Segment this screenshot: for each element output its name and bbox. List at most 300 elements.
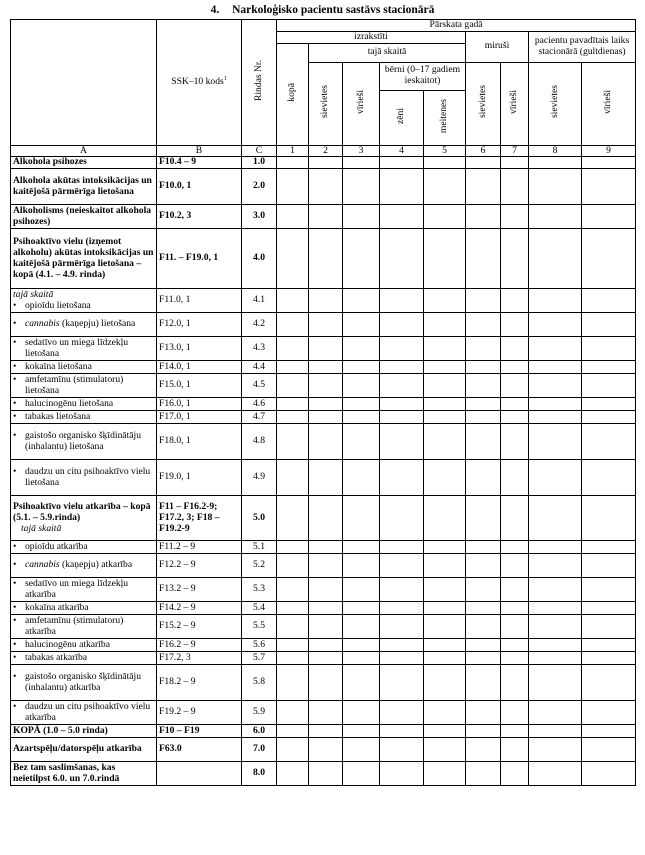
value-cell-col-5[interactable]: [424, 554, 466, 578]
value-cell-col-6[interactable]: [466, 169, 501, 205]
value-cell-col-2[interactable]: [309, 313, 343, 337]
value-cell-col-5[interactable]: [424, 229, 466, 289]
value-cell-col-2[interactable]: [309, 411, 343, 424]
value-cell-col-9[interactable]: [582, 337, 636, 361]
value-cell-col-4[interactable]: [380, 361, 424, 374]
value-cell-col-5[interactable]: [424, 496, 466, 541]
value-cell-col-2[interactable]: [309, 639, 343, 652]
value-cell-col-5[interactable]: [424, 313, 466, 337]
value-cell-col-7[interactable]: [501, 313, 529, 337]
value-cell-col-4[interactable]: [380, 615, 424, 639]
value-cell-col-2[interactable]: [309, 398, 343, 411]
value-cell-col-5[interactable]: [424, 578, 466, 602]
value-cell-col-4[interactable]: [380, 374, 424, 398]
value-cell-col-9[interactable]: [582, 541, 636, 554]
row-name: [11, 313, 157, 337]
bullet-icon: •: [13, 374, 17, 386]
row-name: [11, 460, 157, 496]
value-cell-col-3[interactable]: [343, 762, 380, 786]
value-cell-col-1[interactable]: [277, 411, 309, 424]
row-ssk-code: F11. – F19.0, 1: [157, 229, 242, 289]
row-ssk-code: F14.0, 1: [157, 361, 242, 374]
value-cell-col-6[interactable]: [466, 665, 501, 701]
value-cell-col-8[interactable]: [529, 652, 582, 665]
value-cell-col-9[interactable]: [582, 496, 636, 541]
value-cell-col-7[interactable]: [501, 578, 529, 602]
value-cell-col-2[interactable]: [309, 460, 343, 496]
header-deceased-women: sievietes: [466, 62, 501, 145]
value-cell-col-2[interactable]: [309, 374, 343, 398]
value-cell-col-3[interactable]: [343, 157, 380, 169]
value-cell-col-9[interactable]: [582, 762, 636, 786]
value-cell-col-8[interactable]: [529, 554, 582, 578]
value-cell-col-9[interactable]: [582, 374, 636, 398]
value-cell-col-9[interactable]: [582, 652, 636, 665]
value-cell-col-9[interactable]: [582, 639, 636, 652]
value-cell-col-4[interactable]: [380, 541, 424, 554]
value-cell-col-7[interactable]: [501, 398, 529, 411]
value-cell-col-9[interactable]: [582, 424, 636, 460]
value-cell-col-1[interactable]: [277, 725, 309, 738]
value-cell-col-8[interactable]: [529, 157, 582, 169]
value-cell-col-1[interactable]: [277, 602, 309, 615]
value-cell-col-9[interactable]: [582, 229, 636, 289]
value-cell-col-4[interactable]: [380, 639, 424, 652]
value-cell-col-9[interactable]: [582, 725, 636, 738]
value-cell-col-4[interactable]: [380, 738, 424, 762]
value-cell-col-4[interactable]: [380, 229, 424, 289]
value-cell-col-9[interactable]: [582, 615, 636, 639]
value-cell-col-3[interactable]: [343, 738, 380, 762]
row-number: 5.6: [242, 639, 277, 652]
value-cell-col-6[interactable]: [466, 313, 501, 337]
value-cell-col-1[interactable]: [277, 398, 309, 411]
value-cell-col-6[interactable]: [466, 615, 501, 639]
value-cell-col-7[interactable]: [501, 652, 529, 665]
value-cell-col-6[interactable]: [466, 398, 501, 411]
value-cell-col-2[interactable]: [309, 361, 343, 374]
table-row: [11, 602, 636, 615]
value-cell-col-9[interactable]: [582, 554, 636, 578]
value-cell-col-6[interactable]: [466, 157, 501, 169]
value-cell-col-3[interactable]: [343, 374, 380, 398]
value-cell-col-1[interactable]: [277, 374, 309, 398]
row-name: [11, 157, 157, 169]
value-cell-col-6[interactable]: [466, 374, 501, 398]
value-cell-col-1[interactable]: [277, 313, 309, 337]
value-cell-col-8[interactable]: [529, 725, 582, 738]
row-name: [11, 738, 157, 762]
row-ssk-code: F11.2 – 9: [157, 541, 242, 554]
value-cell-col-7[interactable]: [501, 639, 529, 652]
value-cell-col-2[interactable]: [309, 554, 343, 578]
value-cell-col-2[interactable]: [309, 205, 343, 229]
value-cell-col-1[interactable]: [277, 652, 309, 665]
bullet-icon: •: [13, 466, 17, 478]
value-cell-col-3[interactable]: [343, 398, 380, 411]
value-cell-col-5[interactable]: [424, 374, 466, 398]
row-name-text: sedatīvo un miega līdzekļu lietošana: [25, 337, 129, 359]
value-cell-col-3[interactable]: [343, 411, 380, 424]
value-cell-col-7[interactable]: [501, 541, 529, 554]
value-cell-col-5[interactable]: [424, 652, 466, 665]
value-cell-col-6[interactable]: [466, 424, 501, 460]
row-ssk-code: F63.0: [157, 738, 242, 762]
value-cell-col-4[interactable]: [380, 398, 424, 411]
value-cell-col-3[interactable]: [343, 337, 380, 361]
value-cell-col-3[interactable]: [343, 313, 380, 337]
value-cell-col-6[interactable]: [466, 725, 501, 738]
bullet-icon: •: [13, 299, 17, 311]
value-cell-col-8[interactable]: [529, 205, 582, 229]
value-cell-col-7[interactable]: [501, 762, 529, 786]
value-cell-col-5[interactable]: [424, 289, 466, 313]
value-cell-col-7[interactable]: [501, 701, 529, 725]
value-cell-col-9[interactable]: [582, 313, 636, 337]
value-cell-col-4[interactable]: [380, 289, 424, 313]
value-cell-col-4[interactable]: [380, 652, 424, 665]
value-cell-col-1[interactable]: [277, 289, 309, 313]
column-letter: 2: [309, 145, 343, 157]
value-cell-col-4[interactable]: [380, 762, 424, 786]
value-cell-col-9[interactable]: [582, 157, 636, 169]
value-cell-col-4[interactable]: [380, 578, 424, 602]
header-bed-days-women: sievietes: [529, 62, 582, 145]
value-cell-col-1[interactable]: [277, 337, 309, 361]
value-cell-col-5[interactable]: [424, 205, 466, 229]
value-cell-col-8[interactable]: [529, 361, 582, 374]
value-cell-col-1[interactable]: [277, 460, 309, 496]
value-cell-col-5[interactable]: [424, 460, 466, 496]
row-name: [11, 424, 157, 460]
value-cell-col-4[interactable]: [380, 496, 424, 541]
value-cell-col-4[interactable]: [380, 554, 424, 578]
value-cell-col-7[interactable]: [501, 725, 529, 738]
value-cell-col-3[interactable]: [343, 205, 380, 229]
column-letter: 1: [277, 145, 309, 157]
row-name: [11, 701, 157, 725]
value-cell-col-8[interactable]: [529, 602, 582, 615]
value-cell-col-8[interactable]: [529, 398, 582, 411]
subheading-including: tajā skaitā: [21, 522, 62, 534]
value-cell-col-5[interactable]: [424, 762, 466, 786]
value-cell-col-3[interactable]: [343, 725, 380, 738]
value-cell-col-2[interactable]: [309, 602, 343, 615]
value-cell-col-2[interactable]: [309, 541, 343, 554]
value-cell-col-2[interactable]: [309, 169, 343, 205]
value-cell-col-9[interactable]: [582, 701, 636, 725]
row-name-text: daudzu un citu psihoaktīvo vielu atkarība: [25, 701, 151, 723]
value-cell-col-3[interactable]: [343, 602, 380, 615]
value-cell-col-8[interactable]: [529, 665, 582, 701]
value-cell-col-3[interactable]: [343, 541, 380, 554]
value-cell-col-5[interactable]: [424, 424, 466, 460]
value-cell-col-9[interactable]: [582, 169, 636, 205]
value-cell-col-2[interactable]: [309, 665, 343, 701]
value-cell-col-5[interactable]: [424, 361, 466, 374]
value-cell-col-6[interactable]: [466, 602, 501, 615]
value-cell-col-7[interactable]: [501, 665, 529, 701]
value-cell-col-9[interactable]: [582, 665, 636, 701]
value-cell-col-9[interactable]: [582, 460, 636, 496]
bullet-icon: •: [13, 360, 17, 372]
value-cell-col-1[interactable]: [277, 578, 309, 602]
value-cell-col-6[interactable]: [466, 762, 501, 786]
bullet-icon: •: [13, 651, 17, 663]
value-cell-col-8[interactable]: [529, 424, 582, 460]
value-cell-col-1[interactable]: [277, 205, 309, 229]
value-cell-col-7[interactable]: [501, 374, 529, 398]
row-name-text: halucinogēnu lietošana: [25, 397, 114, 409]
value-cell-col-8[interactable]: [529, 460, 582, 496]
value-cell-col-4[interactable]: [380, 725, 424, 738]
row-name-text: Psihoaktīvo vielu atkarība – kopā (5.1. – 5.9.rinda): [13, 501, 151, 523]
value-cell-col-3[interactable]: [343, 554, 380, 578]
header-deceased-men: vīrieši: [501, 62, 529, 145]
value-cell-col-1[interactable]: [277, 665, 309, 701]
row-ssk-code: F14.2 – 9: [157, 602, 242, 615]
value-cell-col-8[interactable]: [529, 762, 582, 786]
value-cell-col-2[interactable]: [309, 157, 343, 169]
value-cell-col-2[interactable]: [309, 762, 343, 786]
value-cell-col-2[interactable]: [309, 496, 343, 541]
value-cell-col-7[interactable]: [501, 337, 529, 361]
value-cell-col-5[interactable]: [424, 541, 466, 554]
value-cell-col-6[interactable]: [466, 496, 501, 541]
table-row: [11, 424, 636, 460]
value-cell-col-5[interactable]: [424, 337, 466, 361]
value-cell-col-7[interactable]: [501, 460, 529, 496]
value-cell-col-3[interactable]: [343, 652, 380, 665]
value-cell-col-5[interactable]: [424, 411, 466, 424]
value-cell-col-7[interactable]: [501, 229, 529, 289]
value-cell-col-6[interactable]: [466, 460, 501, 496]
value-cell-col-3[interactable]: [343, 578, 380, 602]
value-cell-col-1[interactable]: [277, 424, 309, 460]
value-cell-col-7[interactable]: [501, 424, 529, 460]
row-name-text: Bez tam saslimšanas, kas neietilpst 6.0. un 7.0.rindā: [13, 762, 120, 784]
row-name: [11, 762, 157, 786]
value-cell-col-7[interactable]: [501, 554, 529, 578]
value-cell-col-3[interactable]: [343, 361, 380, 374]
value-cell-col-2[interactable]: [309, 652, 343, 665]
row-name: [11, 602, 157, 615]
value-cell-col-7[interactable]: [501, 411, 529, 424]
value-cell-col-3[interactable]: [343, 424, 380, 460]
value-cell-col-2[interactable]: [309, 615, 343, 639]
value-cell-col-7[interactable]: [501, 738, 529, 762]
value-cell-col-1[interactable]: [277, 701, 309, 725]
value-cell-col-6[interactable]: [466, 229, 501, 289]
value-cell-col-6[interactable]: [466, 337, 501, 361]
value-cell-col-7[interactable]: [501, 169, 529, 205]
value-cell-col-6[interactable]: [466, 289, 501, 313]
value-cell-col-8[interactable]: [529, 541, 582, 554]
header-men: vīrieši: [343, 62, 380, 145]
value-cell-col-2[interactable]: [309, 229, 343, 289]
value-cell-col-1[interactable]: [277, 541, 309, 554]
value-cell-col-7[interactable]: [501, 496, 529, 541]
bullet-icon: •: [13, 337, 17, 349]
value-cell-col-3[interactable]: [343, 229, 380, 289]
bullet-icon: •: [13, 430, 17, 442]
value-cell-col-8[interactable]: [529, 289, 582, 313]
row-ssk-code: [157, 762, 242, 786]
row-ssk-code: F13.0, 1: [157, 337, 242, 361]
value-cell-col-9[interactable]: [582, 738, 636, 762]
value-cell-col-1[interactable]: [277, 554, 309, 578]
value-cell-col-8[interactable]: [529, 639, 582, 652]
header-period: Pārskata gadā: [277, 20, 636, 32]
value-cell-col-3[interactable]: [343, 615, 380, 639]
value-cell-col-5[interactable]: [424, 738, 466, 762]
value-cell-col-3[interactable]: [343, 289, 380, 313]
value-cell-col-4[interactable]: [380, 424, 424, 460]
value-cell-col-3[interactable]: [343, 665, 380, 701]
value-cell-col-7[interactable]: [501, 361, 529, 374]
value-cell-col-3[interactable]: [343, 169, 380, 205]
header-row-number: Rindas Nr.: [242, 20, 277, 146]
value-cell-col-7[interactable]: [501, 205, 529, 229]
value-cell-col-3[interactable]: [343, 460, 380, 496]
table-row: [11, 652, 636, 665]
value-cell-col-8[interactable]: [529, 313, 582, 337]
value-cell-col-5[interactable]: [424, 615, 466, 639]
value-cell-col-6[interactable]: [466, 554, 501, 578]
row-name: [11, 639, 157, 652]
value-cell-col-8[interactable]: [529, 229, 582, 289]
value-cell-col-7[interactable]: [501, 289, 529, 313]
value-cell-col-2[interactable]: [309, 337, 343, 361]
header-discharged: izrakstīti: [277, 31, 466, 43]
value-cell-col-1[interactable]: [277, 615, 309, 639]
row-name-text: Azartspēļu/datorspēļu atkarība: [13, 743, 142, 755]
value-cell-col-6[interactable]: [466, 205, 501, 229]
value-cell-col-5[interactable]: [424, 169, 466, 205]
row-ssk-code: F13.2 – 9: [157, 578, 242, 602]
value-cell-col-5[interactable]: [424, 639, 466, 652]
table-row: [11, 157, 636, 169]
value-cell-col-4[interactable]: [380, 337, 424, 361]
row-ssk-code: F10.2, 3: [157, 205, 242, 229]
row-ssk-code: F17.0, 1: [157, 411, 242, 424]
value-cell-col-5[interactable]: [424, 157, 466, 169]
value-cell-col-4[interactable]: [380, 665, 424, 701]
value-cell-col-3[interactable]: [343, 639, 380, 652]
value-cell-col-6[interactable]: [466, 652, 501, 665]
value-cell-col-6[interactable]: [466, 578, 501, 602]
value-cell-col-1[interactable]: [277, 157, 309, 169]
value-cell-col-7[interactable]: [501, 615, 529, 639]
bullet-icon: •: [13, 601, 17, 613]
value-cell-col-8[interactable]: [529, 701, 582, 725]
value-cell-col-5[interactable]: [424, 665, 466, 701]
value-cell-col-1[interactable]: [277, 762, 309, 786]
value-cell-col-6[interactable]: [466, 411, 501, 424]
value-cell-col-3[interactable]: [343, 701, 380, 725]
row-number: 5.4: [242, 602, 277, 615]
bullet-icon: •: [13, 671, 17, 683]
value-cell-col-2[interactable]: [309, 725, 343, 738]
row-number: 5.1: [242, 541, 277, 554]
column-letter: 4: [380, 145, 424, 157]
value-cell-col-8[interactable]: [529, 411, 582, 424]
row-number: 6.0: [242, 725, 277, 738]
value-cell-col-8[interactable]: [529, 578, 582, 602]
value-cell-col-4[interactable]: [380, 411, 424, 424]
column-letter: B: [157, 145, 242, 157]
value-cell-col-1[interactable]: [277, 639, 309, 652]
value-cell-col-4[interactable]: [380, 602, 424, 615]
value-cell-col-8[interactable]: [529, 374, 582, 398]
row-name-text: kokaīna atkarība: [25, 601, 89, 613]
value-cell-col-2[interactable]: [309, 424, 343, 460]
row-name: [11, 615, 157, 639]
value-cell-col-9[interactable]: [582, 205, 636, 229]
value-cell-col-9[interactable]: [582, 602, 636, 615]
value-cell-col-8[interactable]: [529, 615, 582, 639]
value-cell-col-8[interactable]: [529, 337, 582, 361]
table-row: [11, 701, 636, 725]
value-cell-col-8[interactable]: [529, 738, 582, 762]
row-name: [11, 374, 157, 398]
value-cell-col-9[interactable]: [582, 361, 636, 374]
value-cell-col-6[interactable]: [466, 541, 501, 554]
value-cell-col-8[interactable]: [529, 169, 582, 205]
value-cell-col-2[interactable]: [309, 289, 343, 313]
value-cell-col-7[interactable]: [501, 157, 529, 169]
value-cell-col-2[interactable]: [309, 738, 343, 762]
table-row: [11, 725, 636, 738]
value-cell-col-4[interactable]: [380, 205, 424, 229]
value-cell-col-9[interactable]: [582, 411, 636, 424]
value-cell-col-6[interactable]: [466, 701, 501, 725]
bullet-icon: •: [13, 701, 17, 713]
value-cell-col-2[interactable]: [309, 701, 343, 725]
value-cell-col-5[interactable]: [424, 701, 466, 725]
value-cell-col-1[interactable]: [277, 738, 309, 762]
value-cell-col-4[interactable]: [380, 157, 424, 169]
value-cell-col-9[interactable]: [582, 578, 636, 602]
value-cell-col-4[interactable]: [380, 313, 424, 337]
bullet-icon: •: [13, 638, 17, 650]
value-cell-col-7[interactable]: [501, 602, 529, 615]
value-cell-col-4[interactable]: [380, 701, 424, 725]
value-cell-col-8[interactable]: [529, 496, 582, 541]
value-cell-col-1[interactable]: [277, 229, 309, 289]
value-cell-col-4[interactable]: [380, 460, 424, 496]
value-cell-col-6[interactable]: [466, 738, 501, 762]
row-ssk-code: F18.2 – 9: [157, 665, 242, 701]
value-cell-col-5[interactable]: [424, 725, 466, 738]
row-name: [11, 578, 157, 602]
value-cell-col-1[interactable]: [277, 496, 309, 541]
row-ssk-code: F10 – F19: [157, 725, 242, 738]
value-cell-col-2[interactable]: [309, 578, 343, 602]
row-name-text: Alkohola akūtas intoksikācijas un kaitējošā pārmērīga lietošana: [13, 175, 152, 197]
value-cell-col-3[interactable]: [343, 496, 380, 541]
value-cell-col-4[interactable]: [380, 169, 424, 205]
value-cell-col-6[interactable]: [466, 361, 501, 374]
value-cell-col-5[interactable]: [424, 398, 466, 411]
value-cell-col-6[interactable]: [466, 639, 501, 652]
value-cell-col-1[interactable]: [277, 169, 309, 205]
value-cell-col-9[interactable]: [582, 289, 636, 313]
value-cell-col-1[interactable]: [277, 361, 309, 374]
value-cell-col-5[interactable]: [424, 602, 466, 615]
subheading-including: tajā skaitā: [13, 289, 54, 301]
value-cell-col-9[interactable]: [582, 398, 636, 411]
